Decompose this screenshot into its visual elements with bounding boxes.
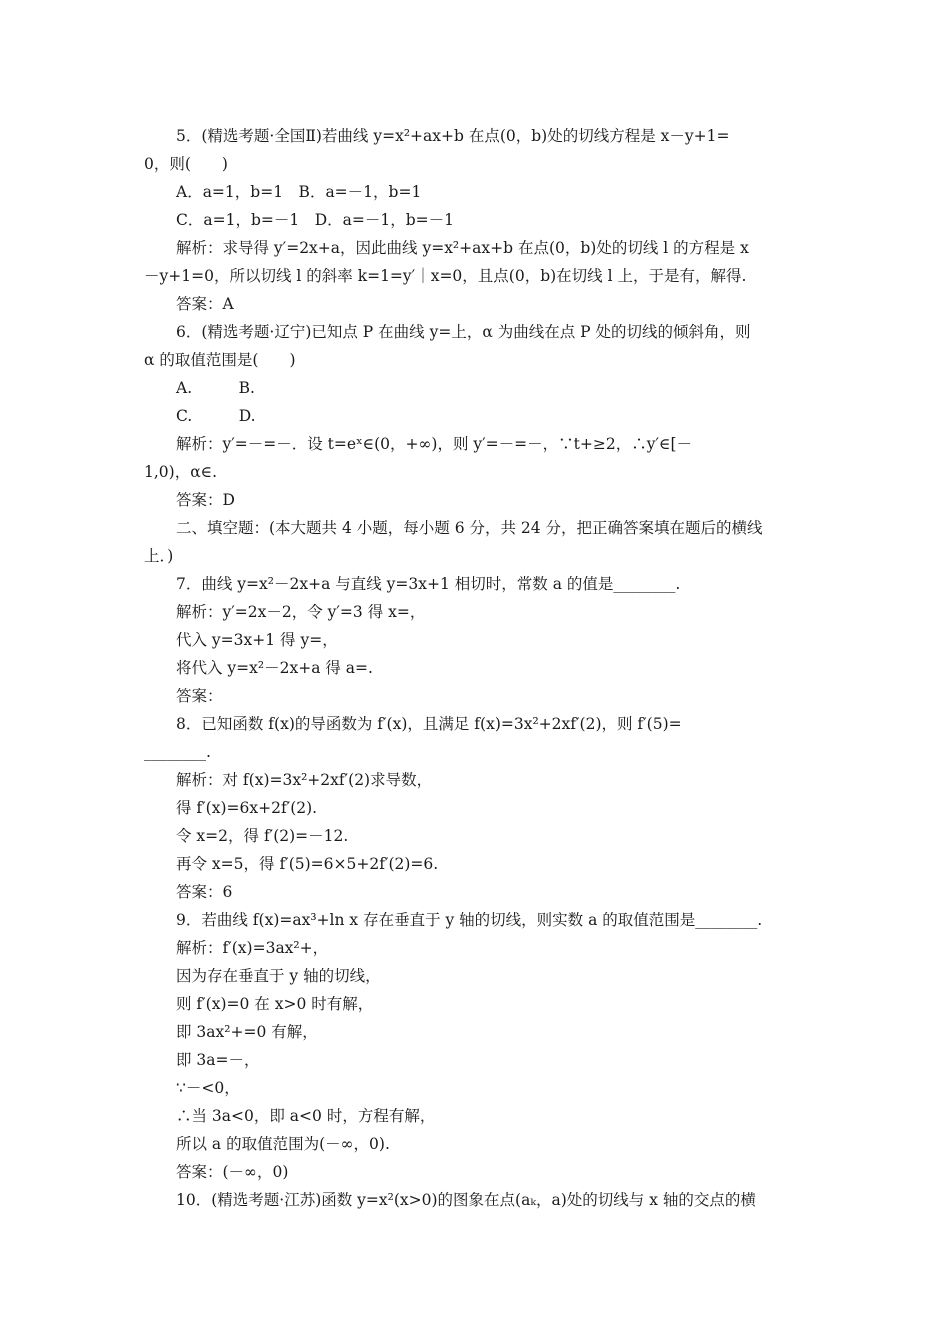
q9-solution-line-5: 即 3a=－，: [176, 1051, 260, 1069]
q7-answer: 答案：: [176, 687, 223, 705]
q6-solution-line-2: 1,0)，α∈.: [144, 463, 218, 481]
q10-stem-line-1: 10．(精选考题·江苏)函数 y=x²(x>0)的图象在点(aₖ，a)处的切线与 x 轴的交点的横: [176, 1191, 756, 1209]
q9-answer: 答案：(－∞，0): [176, 1163, 289, 1181]
section-heading-line-1: 二、填空题：(本大题共 4 小题，每小题 6 分，共 24 分，把正确答案填在题后的横线: [176, 519, 763, 537]
q9-solution-line-6: ∵－<0，: [176, 1079, 240, 1097]
q8-solution-line-4: 再令 x=5，得 f′(5)=6×5+2f′(2)=6.: [176, 855, 439, 873]
q8-answer: 答案：6: [176, 883, 233, 901]
q9-stem: 9．若曲线 f(x)=ax³+ln x 存在垂直于 y 轴的切线，则实数 a 的取值范围是________.: [176, 911, 763, 929]
q8-solution-line-1: 解析：对 f(x)=3x²+2xf′(2)求导数，: [176, 771, 433, 789]
q9-solution-line-1: 解析：f′(x)=3ax²+，: [176, 939, 329, 957]
q9-solution-line-7: ∴当 3a<0，即 a<0 时，方程有解，: [176, 1107, 436, 1125]
q5-solution-line-1: 解析：求导得 y′=2x+a，因此曲线 y=x²+ax+b 在点(0，b)处的切线 l 的方程是 x: [176, 239, 749, 257]
q5-answer: 答案：A: [176, 295, 234, 313]
q8-stem-line-2: ________.: [144, 743, 211, 761]
q5-solution-line-2: －y+1=0，所以切线 l 的斜率 k=1=y′｜x=0，且点(0，b)在切线 l 上，于是有，解得.: [144, 267, 747, 285]
q5-options-cd: C．a=1，b=－1 D．a=－1，b=－1: [176, 211, 455, 229]
q7-solution-line-3: 将代入 y=x²－2x+a 得 a=.: [176, 659, 373, 677]
q5-stem-line-1: 5．(精选考题·全国Ⅱ)若曲线 y=x²+ax+b 在点(0，b)处的切线方程是 x－y+1=: [176, 127, 730, 145]
q7-stem: 7．曲线 y=x²－2x+a 与直线 y=3x+1 相切时，常数 a 的值是________.: [176, 575, 681, 593]
q7-solution-line-1: 解析：y′=2x－2，令 y′=3 得 x=，: [176, 603, 426, 621]
q6-answer: 答案：D: [176, 491, 235, 509]
q9-solution-line-3: 则 f′(x)=0 在 x>0 时有解，: [176, 995, 374, 1013]
q8-solution-line-3: 令 x=2，得 f′(2)=－12.: [176, 827, 349, 845]
q6-stem-line-2: α 的取值范围是( ): [144, 351, 296, 369]
q6-options-ab: A. B.: [176, 379, 255, 397]
q6-options-cd: C. D.: [176, 407, 256, 425]
q5-options-ab: A．a=1，b=1 B．a=－1，b=1: [176, 183, 422, 201]
q8-solution-line-2: 得 f′(x)=6x+2f′(2).: [176, 799, 318, 817]
q9-solution-line-4: 即 3ax²+=0 有解，: [176, 1023, 318, 1041]
q5-stem-line-2: 0，则( ): [144, 155, 228, 173]
q8-stem-line-1: 8．已知函数 f(x)的导函数为 f′(x)，且满足 f(x)=3x²+2xf′(2)，则 f′(5)=: [176, 715, 682, 733]
q9-solution-line-2: 因为存在垂直于 y 轴的切线，: [176, 967, 381, 985]
q6-stem-line-1: 6．(精选考题·辽宁)已知点 P 在曲线 y=上，α 为曲线在点 P 处的切线的倾斜角，则: [176, 323, 751, 341]
q7-solution-line-2: 代入 y=3x+1 得 y=，: [176, 631, 338, 649]
q9-solution-line-8: 所以 a 的取值范围为(－∞，0).: [176, 1135, 390, 1153]
section-heading-line-2: 上．): [144, 547, 174, 565]
q6-solution-line-1: 解析：y′=－=－．设 t=eˣ∈(0，+∞)，则 y′=－=－，∵t+≥2，∴y′∈[－: [176, 435, 693, 453]
